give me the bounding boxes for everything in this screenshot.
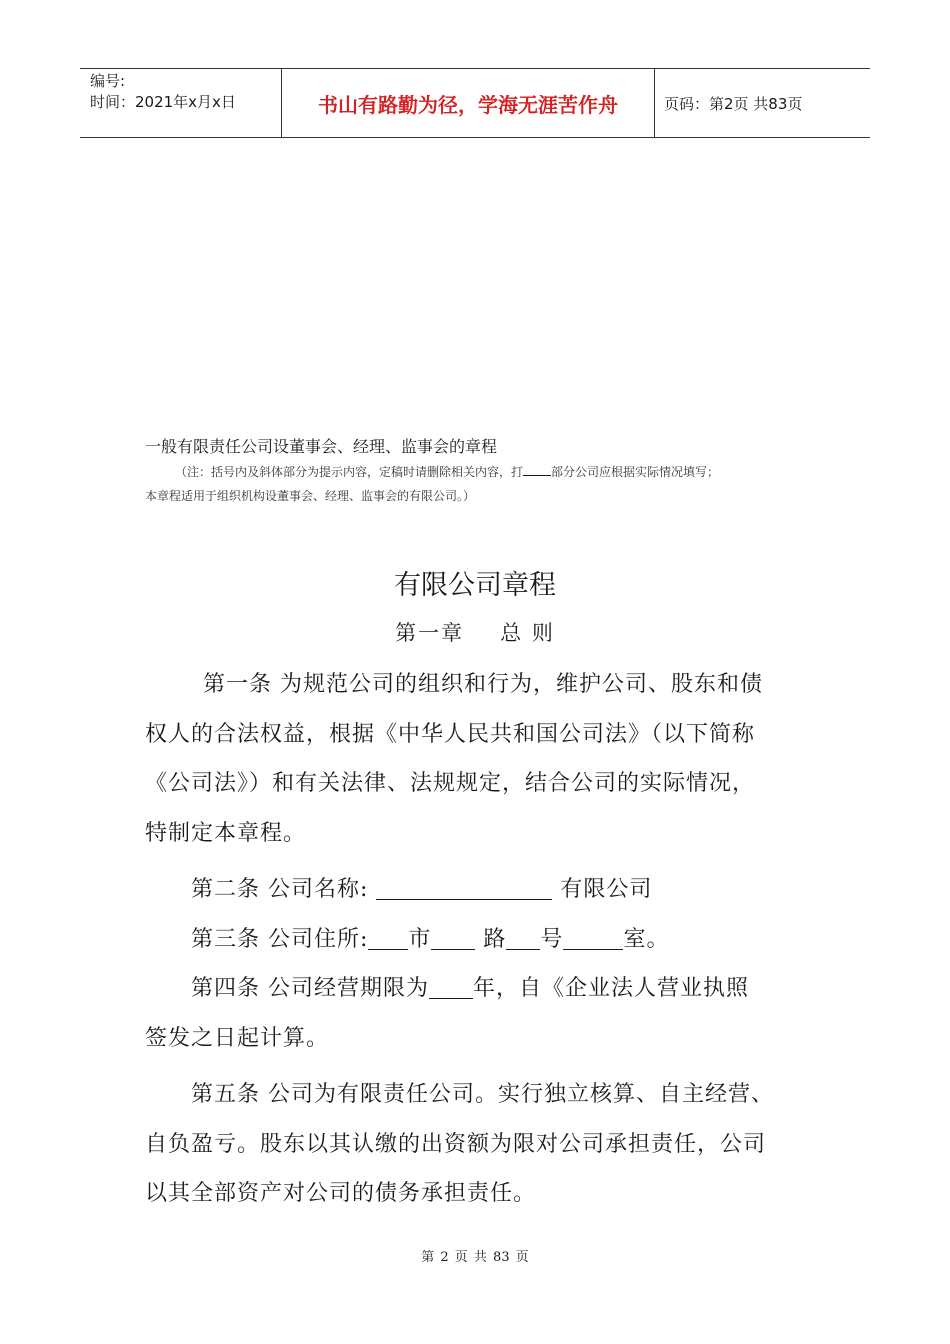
time-label: 时间：2021年x月x日 (90, 93, 236, 111)
article-text: 第四条 公司经营期限为 (191, 976, 429, 1001)
template-note (145, 460, 825, 508)
article-2 (145, 865, 825, 915)
article-text: 号 (540, 926, 564, 952)
page-header (80, 68, 870, 138)
header-meta (90, 71, 236, 113)
article-text: 年，自《企业法人营业执照 (473, 976, 750, 1001)
article-5-line: 以其全部资产对公司的债务承担责任。 (145, 1181, 537, 1206)
fill-in-blank (376, 875, 552, 900)
article-text: 室。 (623, 926, 670, 952)
document-title: 有限公司章程 (394, 570, 556, 601)
article-1-line: 第一条 为规范公司的组织和行为，维护公司、股东和债 (203, 672, 763, 697)
article-4-line: 签发之日起计算。 (145, 1025, 330, 1051)
template-title: 一般有限责任公司设董事会、经理、监事会的章程 (145, 437, 498, 456)
note-text: 部分公司应根据实际情况填写； (551, 465, 720, 479)
note-text: （注：括号内及斜体部分为提示内容，定稿时请删除相关内容，打 (175, 465, 524, 479)
code-label: 编号: (90, 72, 126, 90)
article-text: 市 (408, 926, 432, 952)
article-4 (145, 964, 825, 1014)
article-text: 第三条 公司住所: (191, 926, 369, 952)
article-text: 有限公司 (552, 877, 653, 902)
chapter-heading (0, 617, 950, 647)
fill-in-blank (431, 925, 475, 950)
fill-in-blank (429, 974, 473, 999)
article-5-line: 自负盈亏。股东以其认缴的出资额为限对公司承担责任，公司 (145, 1131, 767, 1157)
page-footer: 第 2 页 共 83 页 (421, 1250, 529, 1265)
header-divider (654, 69, 655, 137)
article-5-line: 第五条 公司为有限责任公司。实行独立核算、自主经营、 (191, 1082, 774, 1107)
article-1-line: 《公司法》）和有关法律、法规规定，结合公司的实际情况， (145, 771, 756, 796)
document-body (145, 660, 825, 1219)
article-1-line: 权人的合法权益，根据《中华人民共和国公司法》（以下简称 (145, 721, 756, 747)
article-text: 第二条 公司名称: (191, 877, 377, 902)
fill-in-blank (506, 925, 540, 950)
chapter-number: 第一章 (395, 621, 465, 645)
note-blank (523, 461, 551, 476)
article-1-line: 特制定本章程。 (145, 820, 307, 846)
fill-in-blank (563, 925, 623, 950)
note-text: 本章程适用于组织机构设董事会、经理、监事会的有限公司。） (145, 489, 476, 503)
chapter-name: 总 则 (500, 621, 555, 645)
header-page-number: 页码：第2页 共83页 (664, 94, 803, 113)
article-3 (145, 915, 825, 965)
fill-in-blank (368, 925, 408, 950)
article-text: 路 (475, 926, 507, 952)
header-motto: 书山有路勤为径，学海无涯苦作舟 (318, 92, 618, 117)
